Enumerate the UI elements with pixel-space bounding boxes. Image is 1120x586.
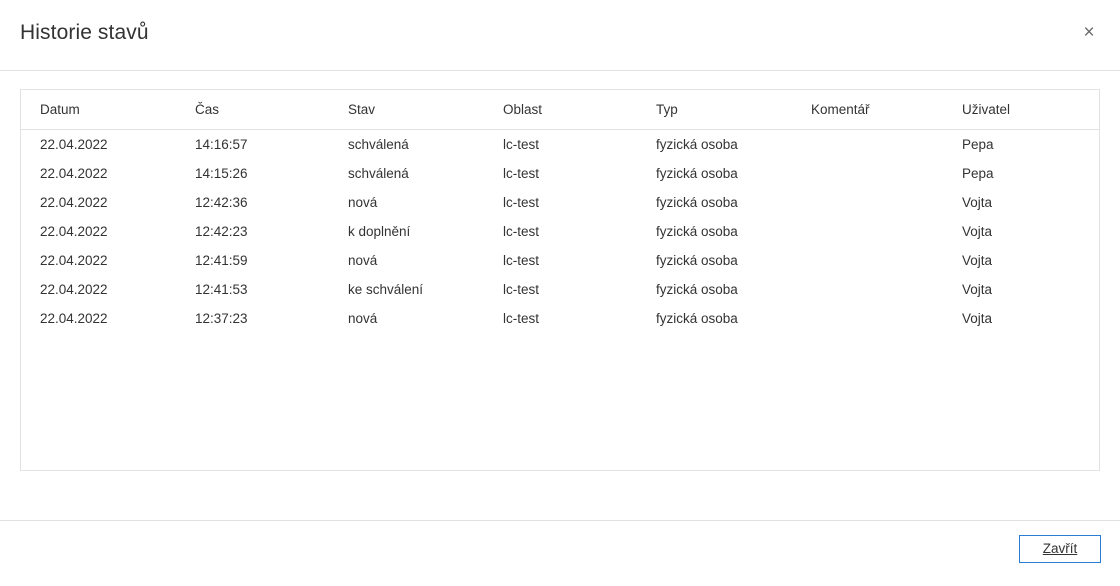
cell-datum: 22.04.2022 [40,311,108,326]
cell-typ: fyzická osoba [656,195,738,210]
column-header-typ[interactable]: Typ [656,90,811,130]
cell-datum: 22.04.2022 [40,137,108,152]
cell-stav: nová [348,195,378,210]
table-row[interactable] [21,188,1100,217]
cell-stav: schválená [348,137,409,152]
cell-uzivatel: Pepa [962,137,994,152]
table-row[interactable] [21,217,1100,246]
table-row[interactable] [21,130,1100,160]
cell-uzivatel: Vojta [962,195,993,210]
close-icon[interactable]: × [1074,18,1104,48]
history-table [21,90,1100,333]
dialog-footer [0,520,1120,586]
cell-cas: 12:42:23 [195,224,248,239]
cell-stav: nová [348,253,378,268]
column-header-uzivatel[interactable]: Uživatel [962,90,1100,130]
cell-stav: schválená [348,166,409,181]
column-header-datum[interactable]: Datum [21,90,195,130]
column-header-komentar[interactable]: Komentář [811,90,962,130]
table-row[interactable] [21,275,1100,304]
cell-typ: fyzická osoba [656,166,738,181]
cell-oblast: lc-test [503,224,540,239]
cell-uzivatel: Vojta [962,224,993,239]
column-header-stav[interactable]: Stav [348,90,503,130]
cell-cas: 14:16:57 [195,137,248,152]
dialog-body [0,71,1120,520]
cell-typ: fyzická osoba [656,311,738,326]
cell-komentar [811,246,962,275]
history-table-container [20,89,1100,471]
cell-oblast: lc-test [503,137,540,152]
cell-uzivatel: Vojta [962,253,993,268]
cell-uzivatel: Vojta [962,282,993,297]
cell-cas: 12:42:36 [195,195,248,210]
dialog-header [0,0,1120,71]
cell-komentar [811,304,962,333]
cell-typ: fyzická osoba [656,224,738,239]
page-title: Historie stavů [20,21,149,44]
cell-stav: nová [348,311,378,326]
cell-datum: 22.04.2022 [40,224,108,239]
cell-komentar [811,275,962,304]
cell-cas: 14:15:26 [195,166,248,181]
table-row[interactable] [21,246,1100,275]
cell-oblast: lc-test [503,195,540,210]
cell-datum: 22.04.2022 [40,282,108,297]
table-row[interactable] [21,304,1100,333]
cell-oblast: lc-test [503,282,540,297]
cell-cas: 12:37:23 [195,311,248,326]
cell-datum: 22.04.2022 [40,166,108,181]
cell-komentar [811,188,962,217]
column-header-oblast[interactable]: Oblast [503,90,656,130]
close-button[interactable]: Zavřít [1019,535,1101,563]
cell-typ: fyzická osoba [656,137,738,152]
cell-komentar [811,159,962,188]
column-header-cas[interactable]: Čas [195,90,348,130]
cell-komentar [811,130,962,160]
cell-datum: 22.04.2022 [40,195,108,210]
cell-oblast: lc-test [503,253,540,268]
cell-stav: k doplnění [348,224,411,239]
cell-typ: fyzická osoba [656,282,738,297]
table-row[interactable] [21,159,1100,188]
cell-oblast: lc-test [503,166,540,181]
cell-datum: 22.04.2022 [40,253,108,268]
cell-oblast: lc-test [503,311,540,326]
cell-cas: 12:41:59 [195,253,248,268]
table-body [21,130,1100,334]
table-header [21,90,1100,130]
cell-uzivatel: Pepa [962,166,994,181]
cell-komentar [811,217,962,246]
cell-cas: 12:41:53 [195,282,248,297]
cell-stav: ke schválení [348,282,424,297]
cell-typ: fyzická osoba [656,253,738,268]
table-header-row [21,90,1100,130]
cell-uzivatel: Vojta [962,311,993,326]
